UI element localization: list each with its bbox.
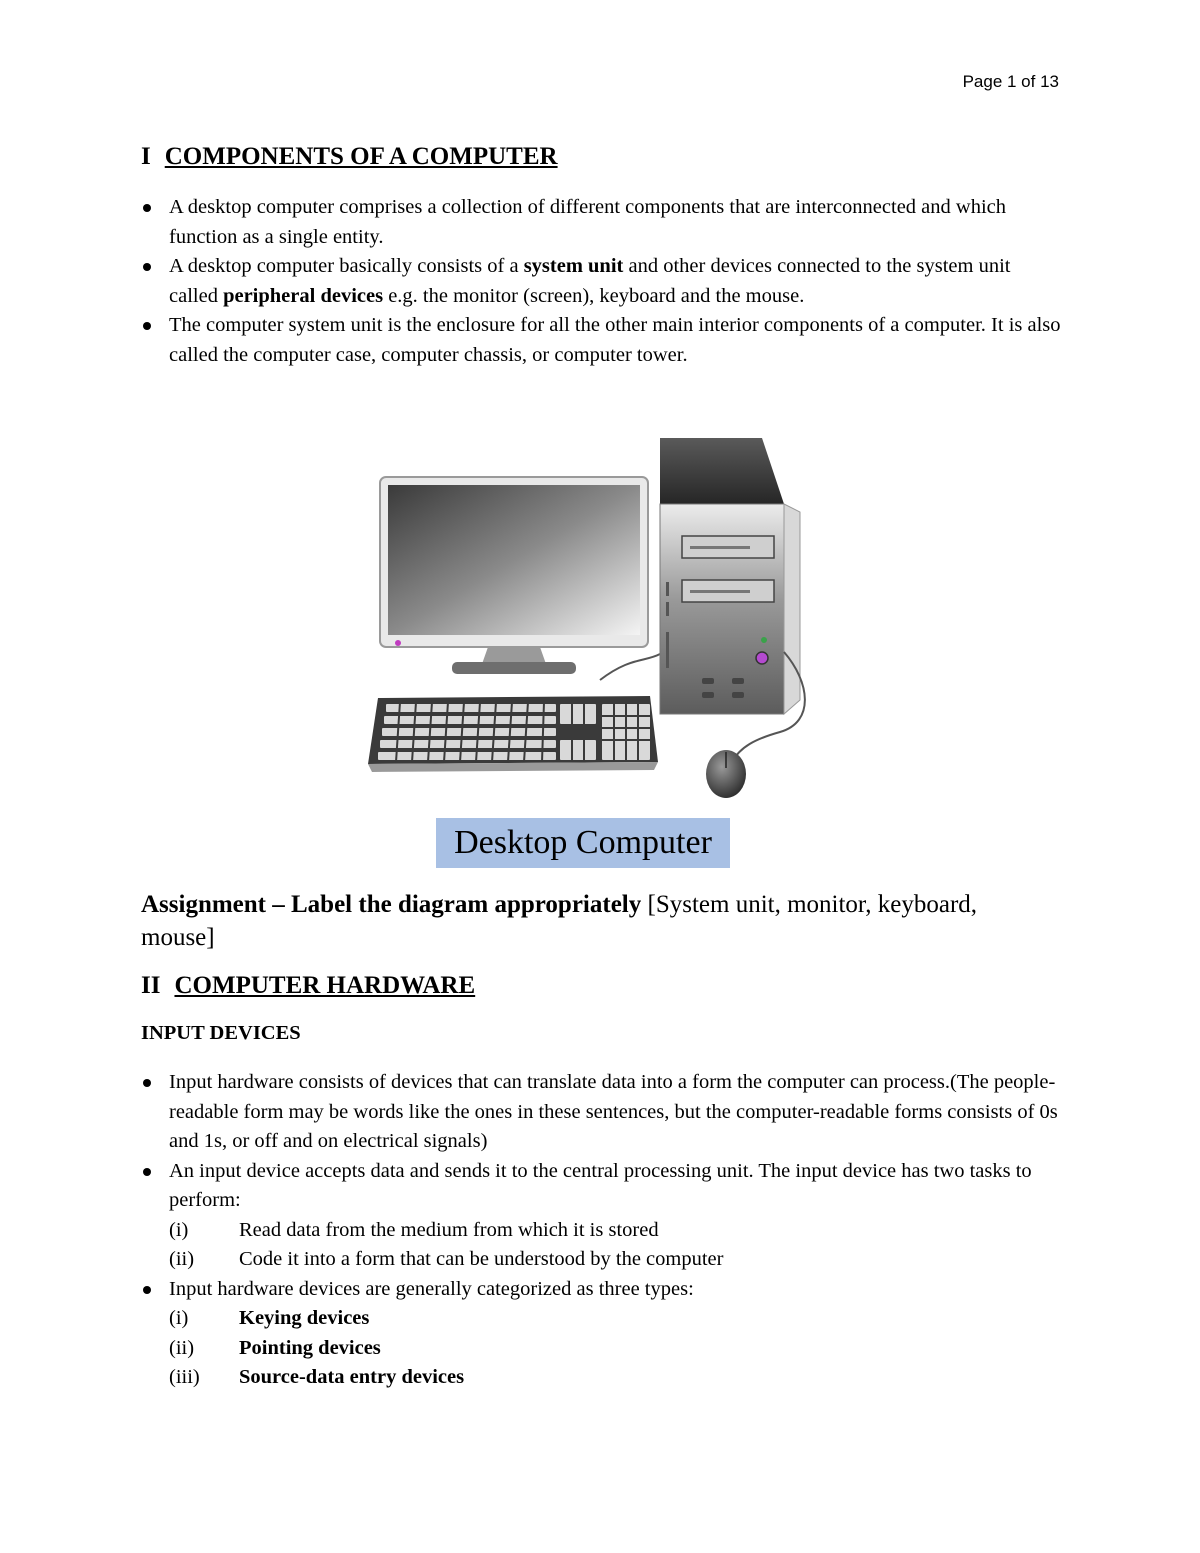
section-heading-hardware [141,972,475,1000]
keyboard-icon [368,696,658,772]
assignment-paragraph [141,888,1041,954]
section-numeral: II [141,972,161,999]
item-number: (i) [169,1218,189,1241]
bullet-text: e.g. the monitor (screen), keyboard and the mouse. [383,284,805,307]
bullet-text: An input device accepts data and sends it to the central processing unit. The input device has two tasks to perform: [169,1159,1032,1211]
numbered-item [169,1245,1061,1275]
item-text: Pointing devices [239,1336,381,1359]
input-devices-bullet-list [141,1068,1061,1393]
bullet-text: A desktop computer comprises a collection of different components that are interconnected and which function as a single entity. [169,196,1006,248]
numbered-item [169,1216,1061,1246]
bullet-item [141,1275,1061,1393]
item-number: (iii) [169,1366,200,1388]
subheading-input-devices: INPUT DEVICES [141,1022,301,1044]
assignment-label: Assignment – Label the diagram appropriately [141,891,642,918]
components-bullet-list [141,193,1061,370]
assignment-items: [System unit, monitor, keyboard, mouse] [141,891,978,951]
item-number: (ii) [169,1336,195,1359]
section-heading-components [141,143,558,171]
item-text: Keying devices [239,1307,370,1329]
device-types-list [169,1304,1061,1393]
section-title: COMPUTER HARDWARE [174,972,476,999]
bullet-item [141,252,1061,311]
monitor-icon [380,477,648,674]
bullet-text: and other devices connected to the system unit called [169,255,1011,307]
bullet-text: The computer system unit is the enclosure for all the other main interior components of a computer. It is also called the computer case, computer chassis, or computer tower. [169,314,1061,366]
bullet-text: A desktop computer basically consists of a [169,255,524,277]
page-number: Page 1 of 13 [962,72,1059,91]
bold-term-system-unit: system unit [523,255,624,277]
bullet-item [141,1068,1061,1157]
numbered-item [169,1304,1061,1334]
mouse-icon [706,750,746,798]
item-text: Source-data entry devices [239,1366,465,1388]
desktop-computer-illustration [360,432,820,802]
item-number: (i) [169,1307,189,1329]
numbered-item [169,1363,1061,1393]
bullet-text: Input hardware devices are generally categorized as three types: [169,1277,694,1300]
item-text: Code it into a form that can be understood by the computer [239,1248,724,1270]
section-title: COMPONENTS OF A COMPUTER [164,143,558,170]
bold-term-peripheral-devices: peripheral devices [223,284,384,307]
figure-caption: Desktop Computer [436,818,730,868]
bullet-item [141,193,1061,252]
bullet-item [141,311,1061,370]
bullet-item [141,1157,1061,1275]
item-number: (ii) [169,1248,195,1270]
input-tasks-list [169,1216,1061,1275]
system-unit-icon [660,438,800,714]
bullet-text: Input hardware consists of devices that can translate data into a form the computer can process.(The people-readable form may be words like the ones in these sentences, but the computer-readable forms consists of 0s and 1s, or off and on electrical signals) [169,1071,1058,1152]
item-text: Read data from the medium from which it is stored [239,1218,659,1241]
numbered-item [169,1334,1061,1364]
section-numeral: I [141,143,151,170]
